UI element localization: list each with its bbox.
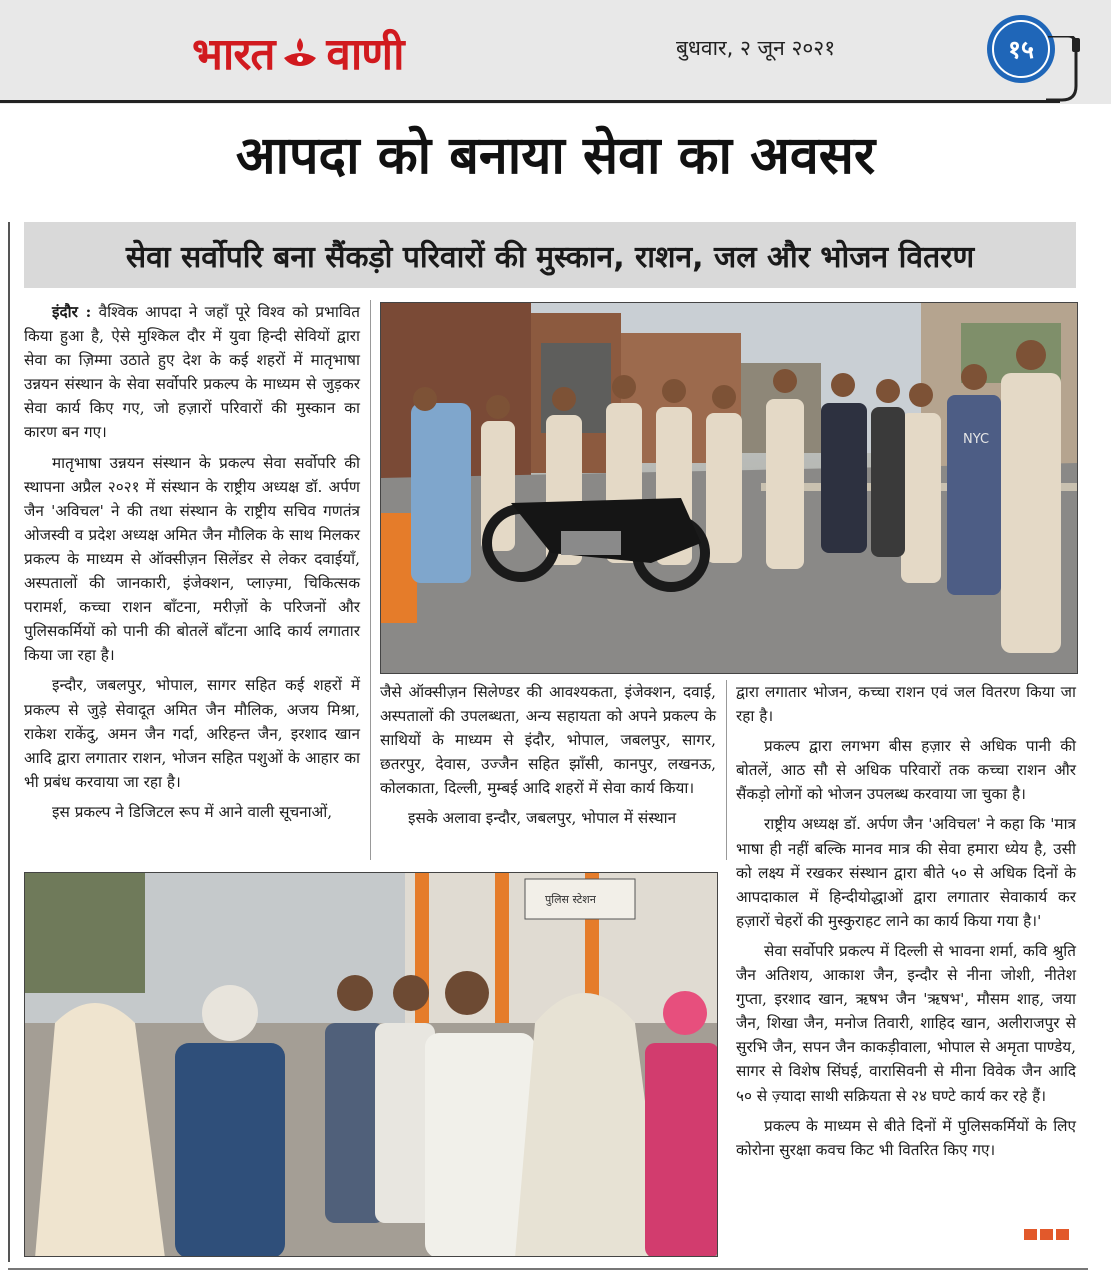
masthead-rule [0,100,1060,103]
sign-text: पुलिस स्टेशन [545,893,596,906]
article-paragraph: राष्ट्रीय अध्यक्ष डॉ. अर्पण जैन 'अविचल' ने कहा कि 'मात्र भाषा ही नहीं बल्कि मानव मात्र की सेवा हमारा ध्येय है, उसी को लक्ष्य में रखकर संस्थान द्वारा बीते ५० से अधिक दिनों के आपदाकाल में हिन्दीयोद्धाओं द्वारा लगातार सेवाकार्य कर हज़ारों चेहरों की मुस्कुराहट लाने का कार्य किया गया है।' [736,815,1076,930]
article-paragraph: द्वारा लगातार भोजन, कच्चा राशन एवं जल वितरण किया जा रहा है। [736,683,1076,726]
photo-2-illustration [25,873,718,1257]
page-number: १५ [1007,35,1034,64]
subheadline: सेवा सर्वोपरि बना सैंकड़ो परिवारों की मुस्कान, राशन, जल और भोजन वितरण [125,239,975,275]
article-column-2 [380,680,716,831]
subheadline-bar [24,222,1076,288]
page-bottom-rule [8,1268,1088,1270]
article-paragraph: मातृभाषा उन्नयन संस्थान के प्रकल्प सेवा सर्वोपरि की स्थापना अप्रैल २०२१ में संस्थान के राष्ट्रीय अध्यक्ष डॉ. अर्पण जैन 'अविचल' ने की तथा संस्थान के राष्ट्रीय सचिव गणतंत्र ओजस्वी व प्रदेश अध्यक्ष अमित जैन मौलिक के साथ मिलकर प्रकल्प के माध्यम से ऑक्सीज़न सिलेंडर से लेकर दवाईयाँ, अस्पतालों की जानकारी, इंजेक्शन, प्लाज़्मा, चिकित्सक परामर्श, कच्चा राशन बाँटना, मरीज़ों के परिजनों और पुलिसकर्मियों को पानी की बोतलें बाँटना आदि कार्य लगातार किया जा रहा है। [24,453,360,665]
end-mark [1056,1229,1069,1240]
photo-distribution [24,872,718,1257]
article-dateline: इंदौर : [52,303,92,321]
shirt-text: NYC [963,432,990,447]
wire-decoration [1046,36,1086,106]
photo-1-illustration [381,303,1078,674]
page-edge-rule [8,222,10,1262]
end-of-article-marks [1024,1229,1069,1240]
lamp-icon [280,32,320,72]
article-column-1 [24,300,360,824]
article-paragraph [24,300,360,445]
article-paragraph: इन्दौर, जबलपुर, भोपाल, सागर सहित कई शहरों में प्रकल्प से जुड़े सेवादूत अमित जैन मौलिक, अजय मिश्रा, राकेश राकेंदु, अमन जैन गर्दा, अरिहन्त जैन, इरशाद खान आदि द्वारा लगातार राशन, भोजन सहित पशुओं के आहार का भी प्रबंध करवाया जा रहा है। [24,676,360,791]
headline: आपदा को बनाया सेवा का अवसर [235,126,876,186]
newspaper-logo [192,22,403,82]
column-divider [726,680,727,860]
article-paragraph: जैसे ऑक्सीज़न सिलेण्डर की आवश्यकता, इंजेक्शन, दवाई, अस्पतालों की उपलब्धता, अन्य सहायता को अपने प्रकल्प के साथियों के माध्यम से इंदौर, भोपाल, जबलपुर, सागर, छतरपुर, देवास, उज्जैन सहित झाँसी, कानपुर, लखनऊ, कोलकाता, दिल्ली, मुम्बई आदि शहरों में सेवा कार्य किया। [380,683,716,798]
paragraph-text: वैश्विक आपदा ने जहाँ पूरे विश्व को प्रभावित किया हुआ है, ऐसे मुश्किल दौर में युवा हिन्दी सेवियों द्वारा सेवा का ज़िम्मा उठाते हुए देश के कई शहरों में मातृभाषा उन्नयन संस्थान के सेवा सर्वोपरि प्रकल्प के माध्यम से जुड़कर सेवा कार्य किए गए, जो हज़ारों परिवारों की मुस्कान का कारण बन गए। [24,303,360,442]
end-mark [1040,1229,1053,1240]
column-divider [370,300,371,860]
article-paragraph: प्रकल्प द्वारा लगभग बीस हज़ार से अधिक पानी की बोतलें, आठ सौ से अधिक परिवारों तक कच्चा राशन और सैंकड़ो लोगों को भोजन उपलब्ध करवाया जा चुका है। [736,737,1076,804]
article-paragraph: प्रकल्प के माध्यम से बीते दिनों में पुलिसकर्मियों के लिए कोरोना सुरक्षा कवच किट भी वितरित किए गए। [736,1116,1076,1159]
masthead [0,0,1111,104]
end-mark [1024,1229,1037,1240]
article-paragraph: इसके अलावा इन्दौर, जबलपुर, भोपाल में संस्थान [408,809,677,828]
article-column-3 [736,680,1076,1162]
article-paragraph: सेवा सर्वोपरि प्रकल्प में दिल्ली से भावना शर्मा, कवि श्रुति जैन अतिशय, आकाश जैन, इन्दौर से नीना जोशी, नीतेश गुप्ता, इरशाद खान, ऋषभ जैन 'ऋषभ', मौसम शाह, जया जैन, शिखा जैन, मनोज तिवारी, शाहिद खान, अलीराजपुर से सुरभि जैन, सपन जैन काकड़ीवाला, भोपाल से अमृता पाण्डेय, सागर से विशेष सिंघई, वारासिवनी से मीना विवेक जैन आदि ५० से ज़्यादा साथी सक्रियता से २४ घण्टे कार्य कर रहे हैं। [736,941,1076,1105]
article-paragraph: इस प्रकल्प ने डिजिटल रूप में आने वाली सूचनाओं, [52,802,333,821]
issue-date: बुधवार, २ जून २०२१ [676,36,836,60]
photo-volunteers-with-police [380,302,1078,674]
logo-word-right: वाणी [326,29,404,80]
logo-word-left: भारत [192,29,275,80]
